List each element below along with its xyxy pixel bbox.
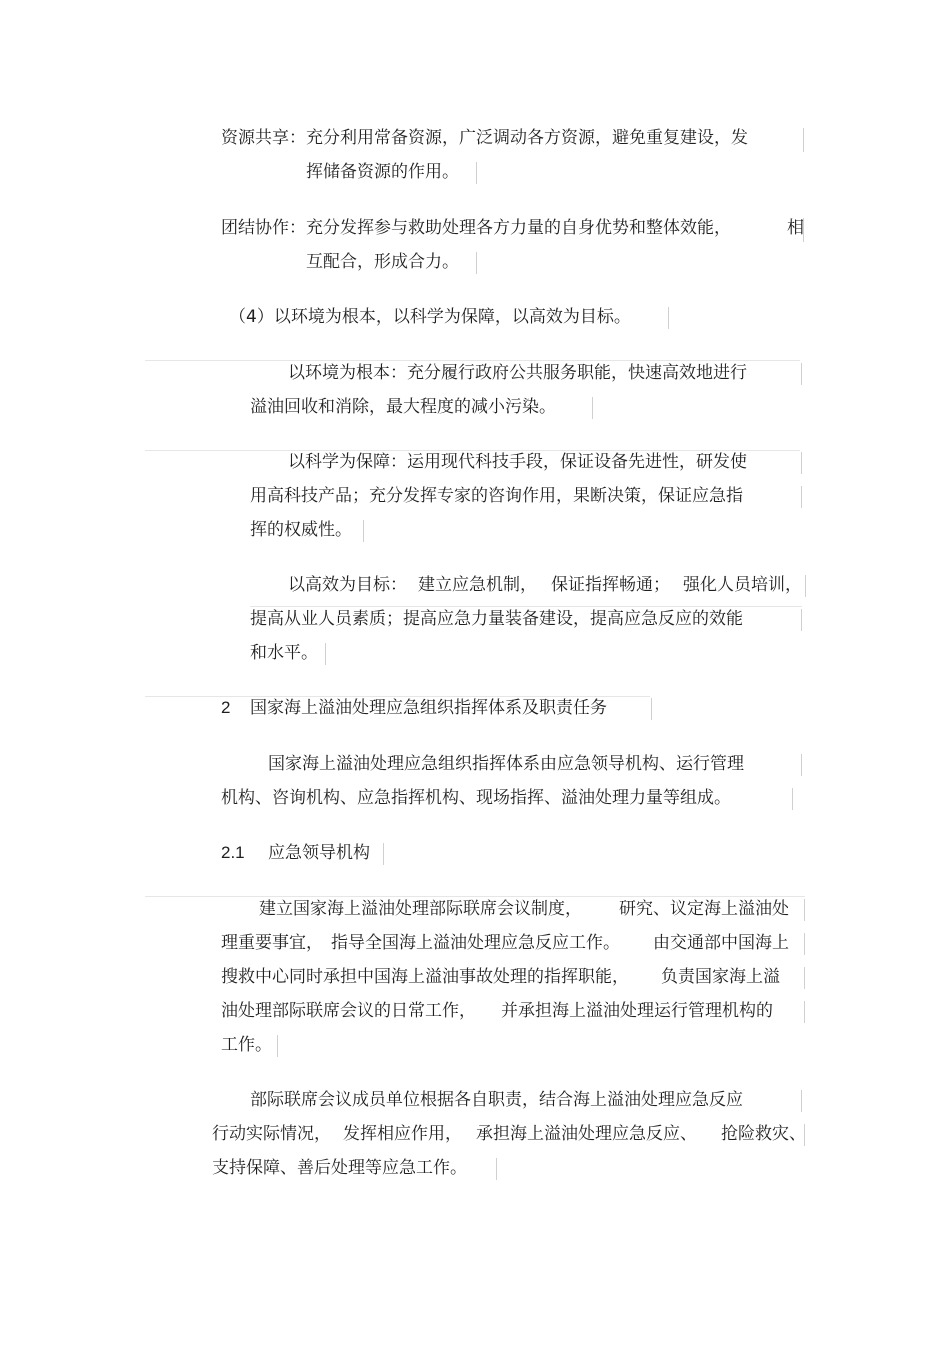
text-line: 由交通部中国海上 <box>653 933 789 953</box>
text-line: 负责国家海上溢 <box>661 967 780 987</box>
text-line: 抢险救灾、 <box>721 1124 806 1144</box>
guide-line <box>804 967 805 989</box>
text-line: 和水平。 <box>250 643 318 663</box>
guide-line <box>801 486 802 508</box>
guide-line <box>496 1158 497 1180</box>
guide-line <box>792 788 793 810</box>
text-line: 以科学为保障：运用现代科技手段，保证设备先进性，研发使 <box>288 452 747 472</box>
section-number: 2 <box>221 698 231 717</box>
guide-line <box>805 575 806 597</box>
text-line: 搜救中心同时承担中国海上溢油事故处理的指挥职能， <box>221 967 629 987</box>
guide-line <box>804 1001 805 1023</box>
text-line: 以环境为根本：充分履行政府公共服务职能，快速高效地进行 <box>288 363 747 383</box>
guide-line <box>476 252 477 274</box>
guide-line <box>363 520 364 542</box>
guide-line <box>804 933 805 955</box>
text-line: 保证指挥畅通； <box>551 575 670 595</box>
guide-line <box>803 128 804 152</box>
text-line: 油处理部际联席会议的日常工作， <box>221 1001 476 1021</box>
text-line: 提高从业人员素质；提高应急力量装备建设，提高应急反应的效能 <box>250 609 743 629</box>
guide-line <box>592 397 593 419</box>
text-line: 发挥相应作用， <box>343 1124 462 1144</box>
text-line: 机构、咨询机构、应急指挥机构、现场指挥、溢油处理力量等组成。 <box>221 788 731 808</box>
text-line: 挥的权威性。 <box>250 520 352 540</box>
guide-line <box>801 609 802 631</box>
guide-line <box>277 1035 278 1057</box>
guide-line <box>801 1090 802 1112</box>
guide-line <box>804 899 805 921</box>
text-line: 指导全国海上溢油处理应急反应工作。 <box>331 933 620 953</box>
section-number: 2.1 <box>221 843 245 862</box>
text-line: 并承担海上溢油处理运行管理机构的 <box>501 1001 773 1021</box>
text-line: 挥储备资源的作用。 <box>306 162 459 182</box>
text-line: 强化人员培训， <box>683 575 802 595</box>
text-line: 承担海上溢油处理应急反应、 <box>476 1124 697 1144</box>
text-line: 团结协作：充分发挥参与救助处理各方力量的自身优势和整体效能， <box>221 218 731 238</box>
text-line: 支持保障、善后处理等应急工作。 <box>212 1158 467 1178</box>
text-line: 建立应急机制， <box>418 575 537 595</box>
guide-line <box>668 307 669 329</box>
guide-line <box>651 698 652 720</box>
section-heading: 应急领导机构 <box>268 843 370 863</box>
text-line: 建立国家海上溢油处理部际联席会议制度， <box>259 899 582 919</box>
text-line: 工作。 <box>221 1035 272 1055</box>
guide-line <box>476 162 477 184</box>
text-line: 研究、议定海上溢油处 <box>619 899 789 919</box>
text-line: 国家海上溢油处理应急组织指挥体系由应急领导机构、运行管理 <box>268 754 744 774</box>
text-line: 资源共享：充分利用常备资源，广泛调动各方资源，避免重复建设，发 <box>221 128 748 148</box>
text-line: 部际联席会议成员单位根据各自职责，结合海上溢油处理应急反应 <box>250 1090 743 1110</box>
text-line: 相 <box>787 218 804 238</box>
section-heading: （4）以环境为根本，以科学为保障，以高效为目标。 <box>229 307 631 327</box>
guide-line <box>801 754 802 776</box>
section-heading: 国家海上溢油处理应急组织指挥体系及职责任务 <box>250 698 607 718</box>
text-line: 行动实际情况， <box>212 1124 331 1144</box>
text-line: 以高效为目标： <box>288 575 407 595</box>
guide-line <box>801 452 802 474</box>
guide-line <box>325 643 326 665</box>
text-line: 用高科技产品；充分发挥专家的咨询作用，果断决策，保证应急指 <box>250 486 743 506</box>
text-line: 理重要事宜， <box>221 933 323 953</box>
guide-line <box>383 843 384 865</box>
guide-line <box>801 363 802 385</box>
text-line: 溢油回收和消除，最大程度的减小污染。 <box>250 397 556 417</box>
text-line: 互配合，形成合力。 <box>306 252 459 272</box>
